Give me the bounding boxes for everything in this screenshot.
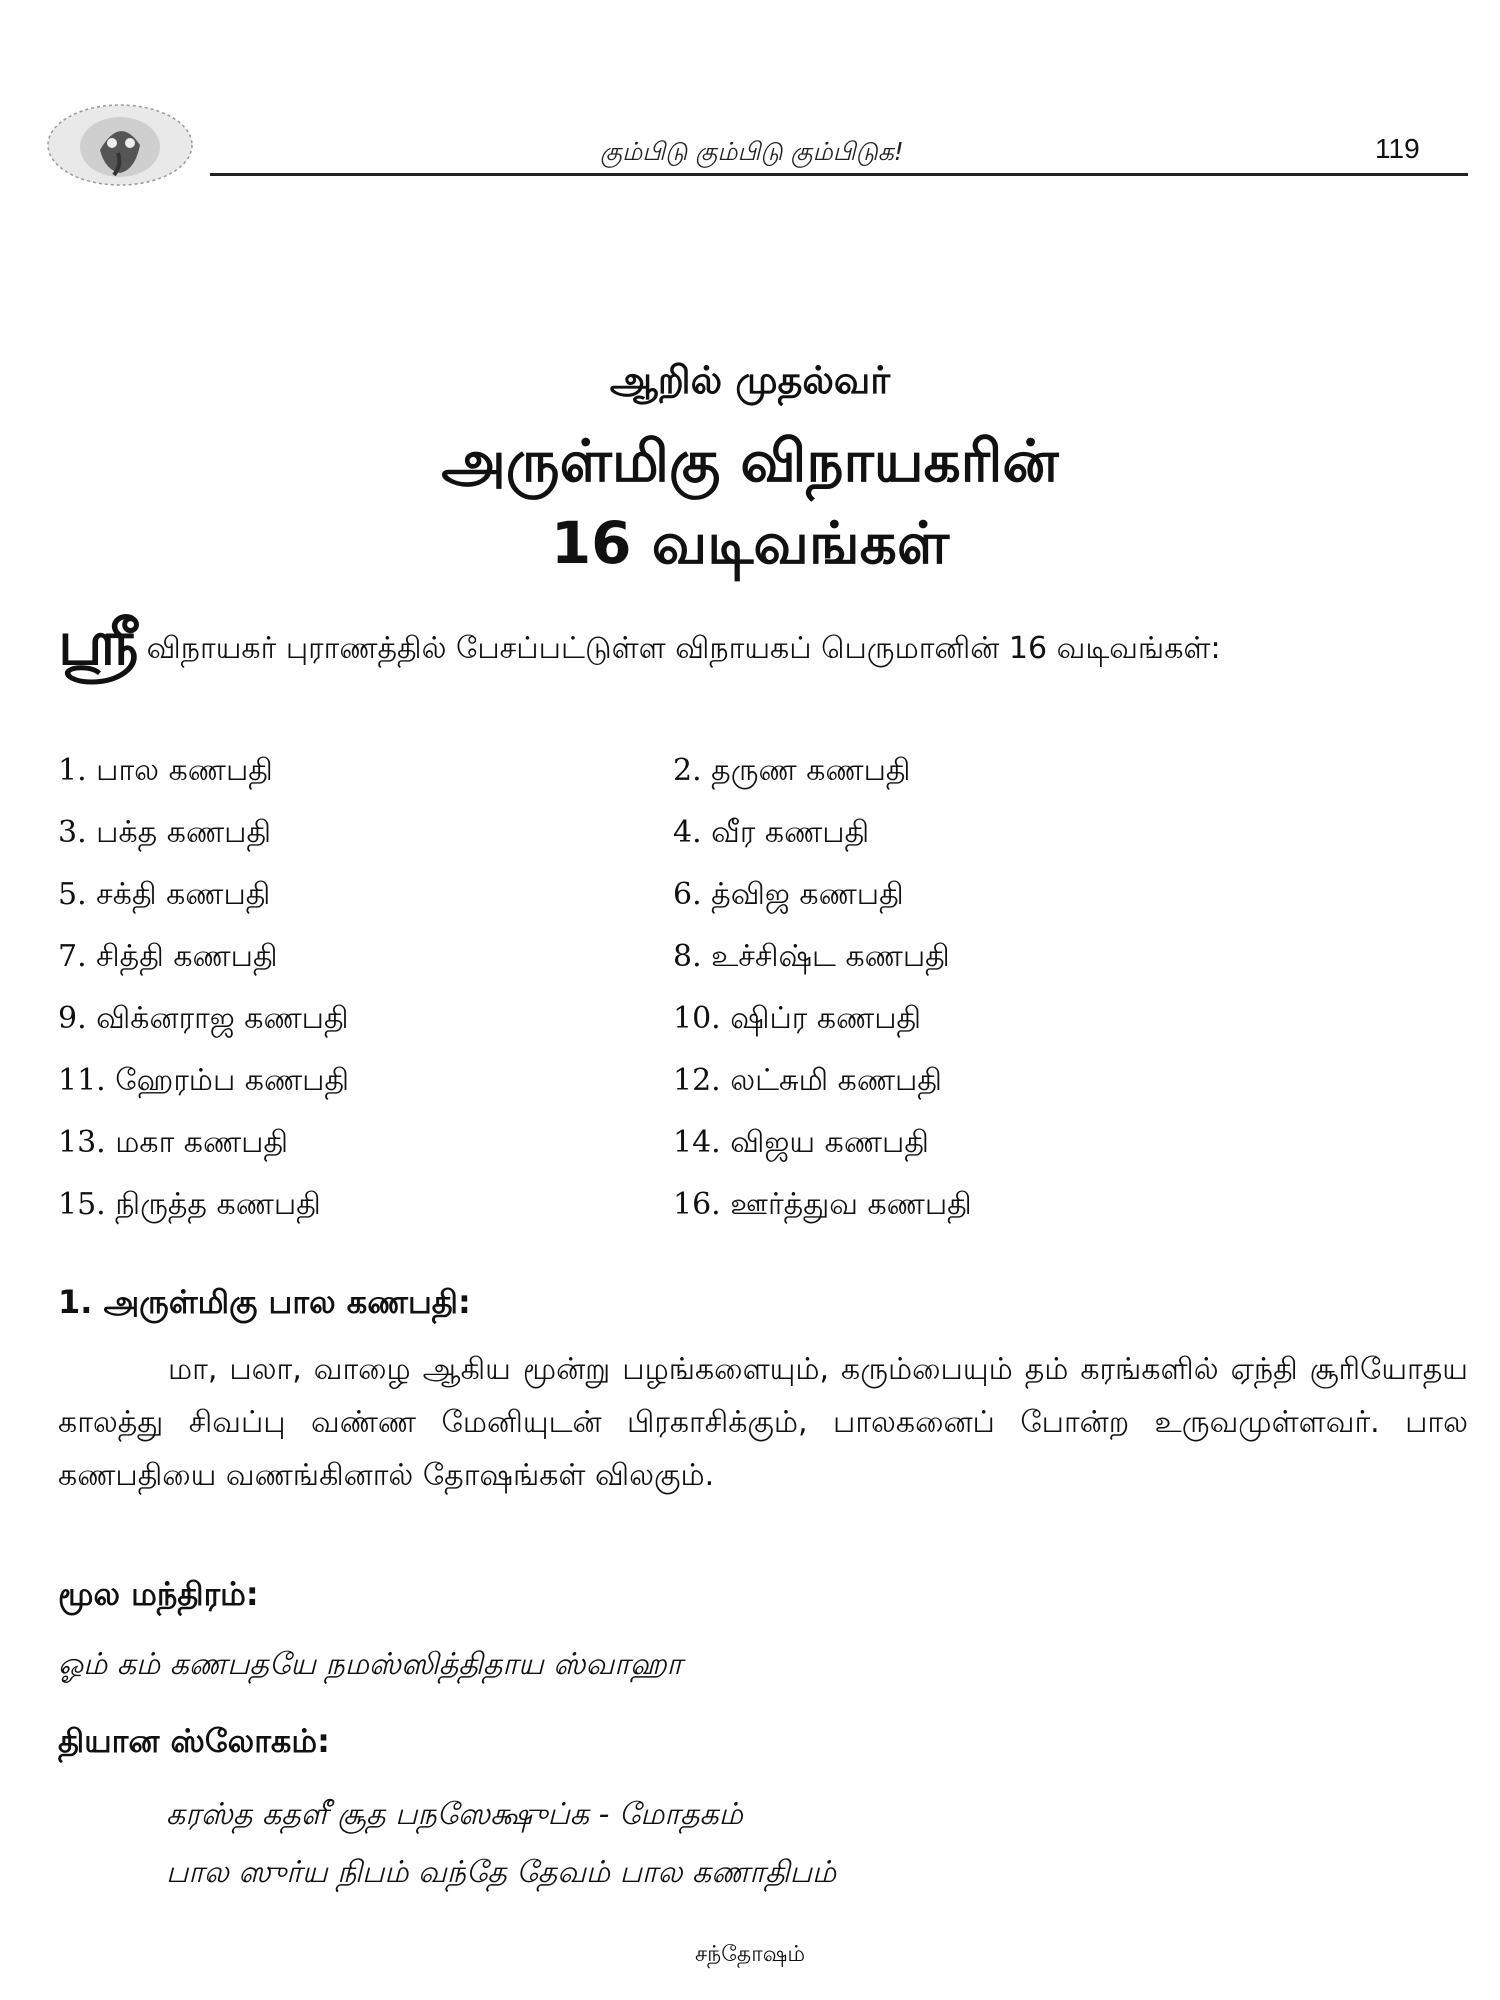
list-item: 14. விஜய கணபதி (673, 1125, 929, 1160)
section-body: மா, பலா, வாழை ஆகிய மூன்று பழங்களையும், கரும்பையும் தம் கரங்களில் ஏந்தி சூரியோதய காலத்து சிவப்பு வண்ண மேனியுடன் பிரகாசிக்கும், பாலகனைப் போன்ற உருவமுள்ளவர். பால கணபதியை வணங்கினால் தோஷங்கள் விலகும். (58, 1352, 1468, 1493)
section-heading: 1. அருள்மிகு பால கணபதி: (58, 1283, 471, 1321)
forms-list (58, 753, 1258, 1249)
list-item: 4. வீர கணபதி (673, 815, 870, 850)
list-item: 2. தருண கணபதி (673, 753, 911, 788)
list-item: 3. பக்த கணபதி (58, 815, 272, 850)
section-bala-ganapathi (58, 1283, 1468, 1502)
list-item: 7. சித்தி கணபதி (58, 939, 278, 974)
article-kicker: ஆறில் முதல்வர் (609, 358, 891, 402)
article-title (0, 420, 1500, 584)
dhyana-sloka-section (58, 1722, 1468, 1902)
list-item: 5. சக்தி கணபதி (58, 877, 271, 912)
list-item: 15. நிருத்த கணபதி (58, 1187, 321, 1222)
list-item: 6. த்விஜ கணபதி (673, 877, 904, 912)
title-line-1: அருள்மிகு விநாயகரின் (441, 427, 1059, 495)
running-title: கும்பிடு கும்பிடு கும்பிடுக! (600, 137, 904, 166)
verse-line-1: கரஸ்த கதளீ சூத பநஸேக்ஷுப்க - மோதகம் (166, 1797, 743, 1832)
mula-mantra-section (58, 1575, 1468, 1686)
list-item: 8. உச்சிஷ்ட கணபதி (673, 939, 950, 974)
page-number: 119 (1375, 133, 1420, 164)
list-item: 10. ஷிப்ர கணபதி (673, 1001, 922, 1036)
title-line-2: 16 வடிவங்கள் (550, 509, 950, 577)
list-item: 9. விக்னராஜ கணபதி (58, 1001, 349, 1036)
page-header (40, 95, 1470, 185)
header-rule (210, 173, 1468, 176)
mula-mantra-text: ஓம் கம் கணபதயே நமஸ்ஸித்திதாய ஸ்வாஹா (58, 1647, 683, 1682)
list-item: 13. மகா கணபதி (58, 1125, 289, 1160)
dropcap: ஸ்ரீ (58, 606, 141, 679)
list-item: 16. ஊர்த்துவ கணபதி (673, 1187, 972, 1222)
list-item: 11. ஹேரம்ப கணபதி (58, 1063, 350, 1098)
list-item: 1. பால கணபதி (58, 753, 273, 788)
deity-face-logo-icon (40, 95, 205, 190)
page-footer: சந்தோஷம் (694, 1942, 806, 1967)
intro-text: விநாயகர் புராணத்தில் பேசப்பட்டுள்ள விநாயகப் பெருமானின் 16 வடிவங்கள்: (146, 631, 1221, 666)
dhyana-heading: தியான ஸ்லோகம்: (58, 1722, 330, 1760)
mula-mantra-heading: மூல மந்திரம்: (58, 1575, 259, 1613)
intro-paragraph (58, 606, 1468, 679)
dhyana-verse (58, 1786, 1468, 1902)
verse-line-2: பால ஸுர்ய நிபம் வந்தே தேவம் பால கணாதிபம் (166, 1855, 837, 1890)
list-item: 12. லட்சுமி கணபதி (673, 1063, 942, 1098)
